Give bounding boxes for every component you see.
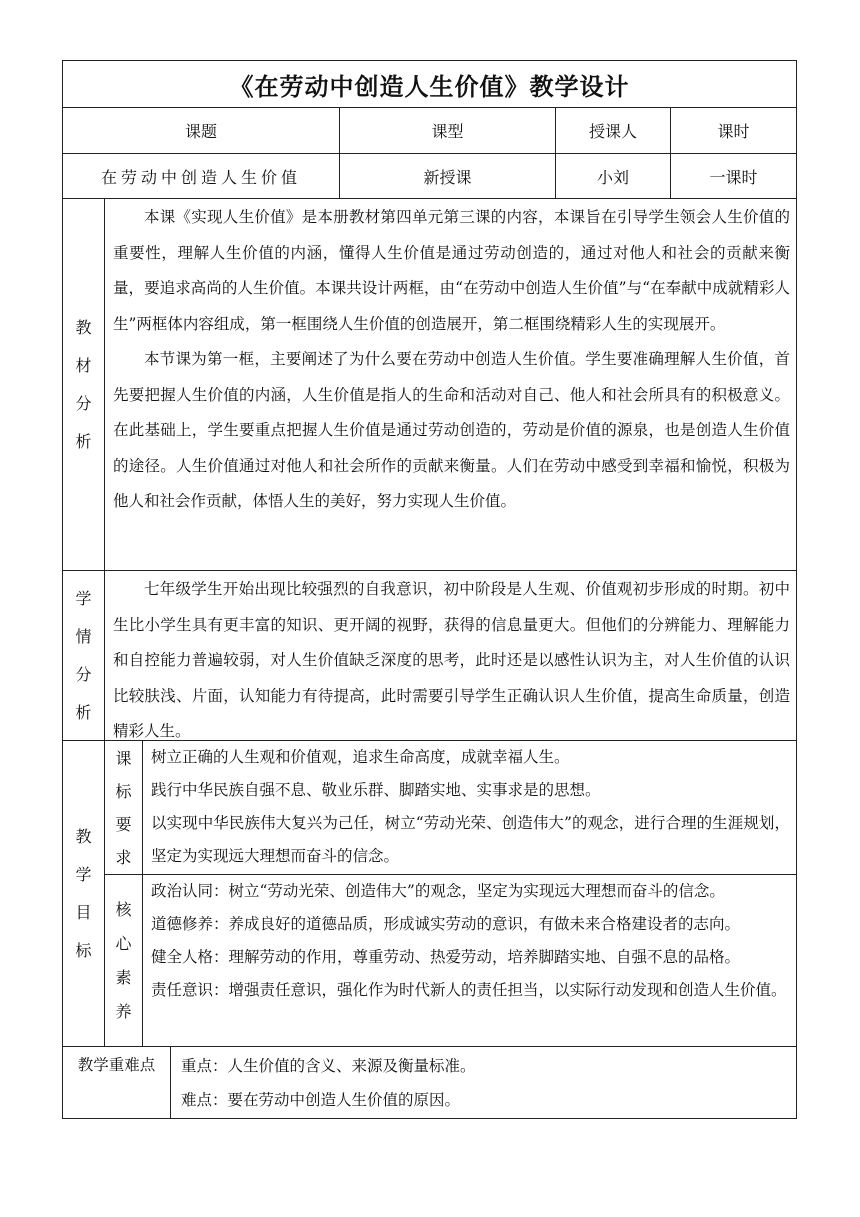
- lesson-plan-table: [62, 60, 797, 1119]
- label-char: 情: [75, 626, 92, 646]
- info-teacher: 小刘: [555, 153, 671, 199]
- material-analysis-content: [104, 198, 797, 571]
- header-hours: 课时: [670, 107, 797, 154]
- key-point-focus: 重点：人生价值的含义、来源及衡量标准。: [181, 1057, 476, 1075]
- material-paragraph-1: 本课《实现人生价值》是本册教材第四单元第三课的内容，本课旨在引导学生领会人生价值的重要性，理解人生价值的内涵，懂得人生价值是通过劳动创造的，通过对他人和社会的贡献来衡量，要追求高尚的人生价值。本课共设计两框，由“在劳动中创造人生价值”与“在奉献中成就精彩人生”两框体内容组成，第一框围绕人生价值的创造展开，第二框围绕精彩人生的实现展开。: [113, 208, 790, 333]
- student-analysis-content: [104, 570, 797, 741]
- label-char: 目: [75, 902, 92, 922]
- label-char: 课: [115, 748, 132, 768]
- info-topic: 在劳动中创造人生价值: [62, 153, 340, 199]
- label-char: 材: [75, 355, 92, 375]
- curriculum-item-1: 树立正确的人生观和价值观，追求生命高度，成就幸福人生。: [151, 748, 570, 766]
- label-char: 教: [75, 826, 92, 846]
- label-char: 分: [75, 393, 92, 413]
- label-char: 析: [75, 431, 92, 451]
- label-char: 学: [75, 588, 92, 608]
- label-char: 心: [115, 933, 132, 953]
- info-type: 新授课: [339, 153, 556, 199]
- curriculum-content: [142, 740, 797, 875]
- label-char: 析: [75, 702, 92, 722]
- label-char: 求: [115, 847, 132, 867]
- label-char: 分: [75, 664, 92, 684]
- label-char: 学: [75, 864, 92, 884]
- label-char: 标: [75, 940, 92, 960]
- header-topic: 课题: [62, 107, 340, 154]
- core-item-4: 责任意识：增强责任意识，强化作为时代新人的责任担当，以实际行动发现和创造人生价值。: [151, 981, 787, 999]
- core-literacy-content: [142, 874, 797, 1047]
- label-char: 核: [115, 899, 132, 919]
- label-char: 养: [115, 1001, 132, 1021]
- curriculum-item-3: 以实现中华民族伟大复兴为己任，树立“劳动光荣、创造伟大”的观念，进行合理的生涯规划，坚定为实现远大理想而奋斗的信念。: [151, 814, 790, 865]
- label-char: 要: [115, 814, 132, 834]
- core-item-1: 政治认同：树立“劳动光荣、创造伟大”的观念，坚定为实现远大理想而奋斗的信念。: [151, 882, 725, 900]
- label-char: 教: [75, 317, 92, 337]
- curriculum-label: [104, 740, 143, 875]
- key-point-difficulty: 难点：要在劳动中创造人生价值的原因。: [181, 1091, 461, 1109]
- student-analysis-label: [62, 570, 105, 741]
- material-analysis-label: [62, 198, 105, 571]
- key-points-content: [170, 1046, 797, 1119]
- curriculum-item-2: 践行中华民族自强不息、敬业乐群、脚踏实地、实事求是的思想。: [151, 781, 601, 799]
- header-type: 课型: [339, 107, 556, 154]
- core-literacy-label: [104, 874, 143, 1047]
- info-hours: 一课时: [670, 153, 797, 199]
- header-teacher: 授课人: [555, 107, 671, 154]
- core-item-3: 健全人格：理解劳动的作用，尊重劳动、热爱劳动，培养脚踏实地、自强不息的品格。: [151, 948, 741, 966]
- document-title: 《在劳动中创造人生价值》教学设计: [62, 60, 797, 108]
- key-points-label: 教学重难点: [62, 1046, 171, 1119]
- label-char: 素: [115, 967, 132, 987]
- teaching-goals-label: [62, 740, 105, 1047]
- core-item-2: 道德修养：养成良好的道德品质，形成诚实劳动的意识，有做未来合格建设者的志向。: [151, 915, 741, 933]
- material-paragraph-2: 本节课为第一框，主要阐述了为什么要在劳动中创造人生价值。学生要准确理解人生价值，首先要把握人生价值的内涵，人生价值是指人的生命和活动对自己、他人和社会所具有的积极意义。在此基础上，学生要重点把握人生价值是通过劳动创造的，劳动是价值的源泉，也是创造人生价值的途径。人生价值通过对他人和社会所作的贡献来衡量。人们在劳动中感受到幸福和愉悦，积极为他人和社会作贡献，体悟人生的美好，努力实现人生价值。: [113, 350, 790, 510]
- student-paragraph: 七年级学生开始出现比较强烈的自我意识，初中阶段是人生观、价值观初步形成的时期。初中生比小学生具有更丰富的知识、更开阔的视野，获得的信息量更大。但他们的分辨能力、理解能力和自控能力普遍较弱，对人生价值缺乏深度的思考，此时还是以感性认识为主，对人生价值的认识比较肤浅、片面，认知能力有待提高，此时需要引导学生正确认识人生价值，提高生命质量，创造精彩人生。: [113, 580, 790, 740]
- label-char: 标: [115, 781, 132, 801]
